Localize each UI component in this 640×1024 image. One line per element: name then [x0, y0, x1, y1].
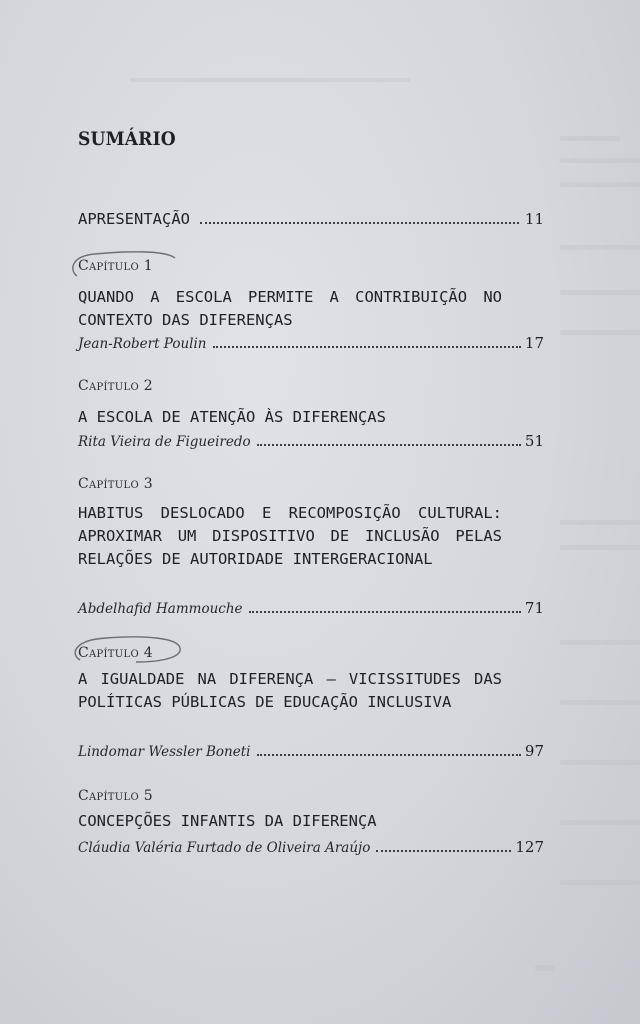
chapter-5-author-row[interactable]: [78, 838, 544, 856]
dot-leader: [257, 754, 521, 756]
chapter-4-page: 97: [524, 742, 544, 760]
chapter-2-label: Capítulo 2: [78, 378, 153, 394]
dot-leader: [376, 850, 511, 852]
dot-leader: [213, 346, 521, 348]
chapter-4-author-row[interactable]: [78, 742, 544, 760]
chapter-2-page: 51: [524, 432, 544, 450]
chapter-1-page: 17: [524, 334, 544, 352]
toc-entry-presentation[interactable]: [78, 210, 544, 228]
chapter-3-author-row[interactable]: [78, 599, 544, 617]
chapter-5-author: Cláudia Valéria Furtado de Oliveira Araújo: [78, 840, 371, 856]
chapter-1-label: Capítulo 1: [78, 258, 153, 274]
chapter-4-label: Capítulo 4: [78, 645, 153, 661]
chapter-1-author-row[interactable]: [78, 334, 544, 352]
toc-heading: SUMÁRIO: [78, 128, 176, 150]
chapter-5-label: Capítulo 5: [78, 788, 153, 804]
chapter-2-author-row[interactable]: [78, 432, 544, 450]
dot-leader: [200, 222, 519, 224]
chapter-3-author: Abdelhafid Hammouche: [78, 601, 243, 617]
dot-leader: [249, 611, 521, 613]
chapter-3-title[interactable]: HABITUS DESLOCADO E RECOMPOSIÇÃO CULTURAL: APROXIMAR UM DISPOSITIVO DE INCLUSÃO PELAS RELAÇÕES DE AUTORIDADE INTERGERACIONAL: [78, 504, 502, 568]
chapter-4-title[interactable]: A IGUALDADE NA DIFERENÇA – VICISSITUDES DAS POLÍTICAS PÚBLICAS DE EDUCAÇÃO INCLUSIVA: [78, 670, 502, 711]
chapter-2-title[interactable]: A ESCOLA DE ATENÇÃO ÀS DIFERENÇAS: [78, 408, 386, 426]
chapter-1-title[interactable]: QUANDO A ESCOLA PERMITE A CONTRIBUIÇÃO NO CONTEXTO DAS DIFERENÇAS: [78, 288, 502, 329]
chapter-3-page: 71: [524, 599, 544, 617]
chapter-1-author: Jean-Robert Poulin: [78, 336, 207, 352]
chapter-4-author: Lindomar Wessler Boneti: [78, 744, 251, 760]
chapter-5-page: 127: [515, 838, 544, 856]
presentation-page: 11: [524, 210, 544, 228]
dot-leader: [257, 444, 521, 446]
chapter-3-label: Capítulo 3: [78, 476, 153, 492]
presentation-title: APRESENTAÇÃO: [78, 210, 190, 228]
chapter-5-title[interactable]: CONCEPÇÕES INFANTIS DA DIFERENÇA: [78, 812, 377, 830]
chapter-2-author: Rita Vieira de Figueiredo: [78, 434, 251, 450]
